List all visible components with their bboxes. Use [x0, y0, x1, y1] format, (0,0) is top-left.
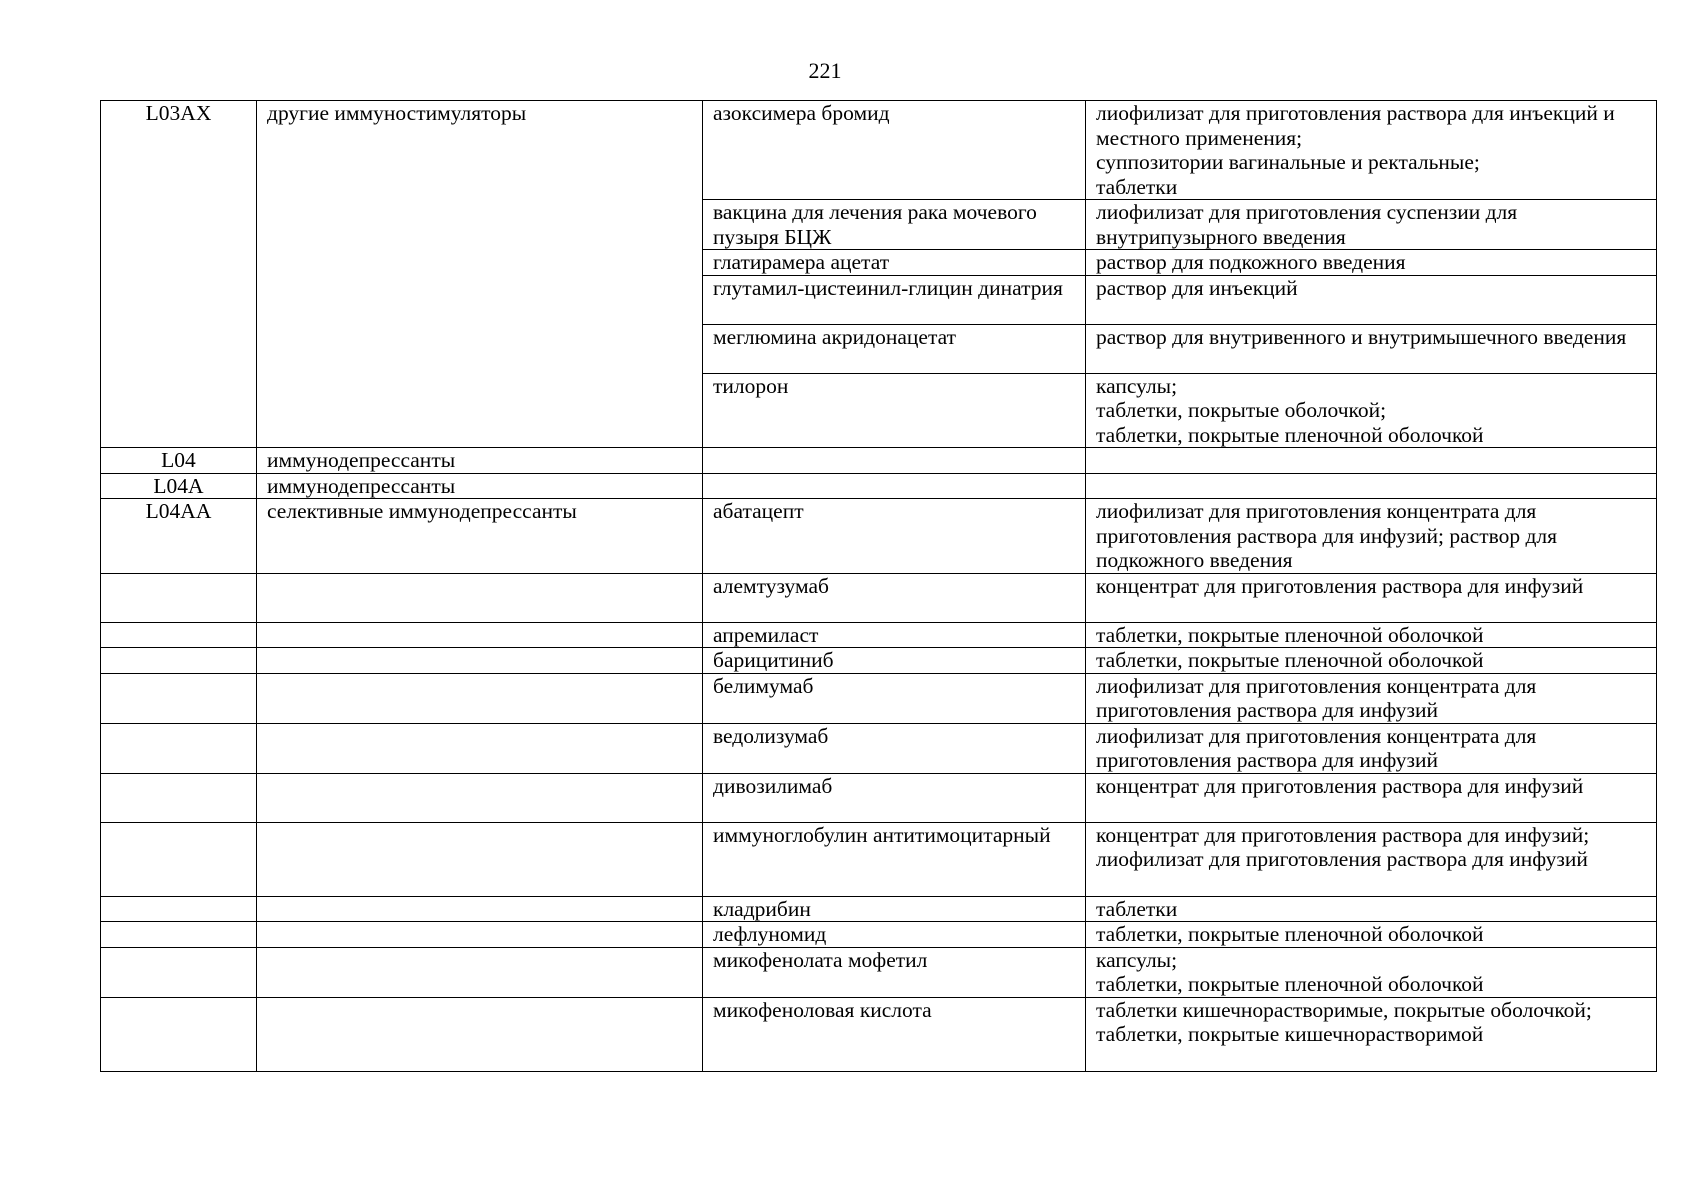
drug-name-cell: глатирамера ацетат: [703, 250, 1086, 276]
dosage-form-cell: лиофилизат для приготовления концентрата для приготовления раствора для инфузий; раствор для подкожного введения: [1086, 499, 1657, 574]
atc-code-cell: [101, 723, 257, 773]
group-name-cell: [257, 997, 703, 1071]
group-name-cell: [257, 573, 703, 622]
table-row: [101, 648, 1657, 674]
dosage-form-cell: таблетки: [1086, 896, 1657, 922]
atc-code-cell: [101, 822, 257, 896]
drug-name-cell: алемтузумаб: [703, 573, 1086, 622]
drug-name-cell: апремиласт: [703, 622, 1086, 648]
atc-code-cell: [101, 573, 257, 622]
drug-name-cell: [703, 448, 1086, 474]
dosage-form-cell: лиофилизат для приготовления суспензии для внутрипузырного введения: [1086, 200, 1657, 250]
dosage-form-cell: [1086, 448, 1657, 474]
group-name-cell: другие иммуностимуляторы: [257, 101, 703, 448]
group-name-cell: [257, 648, 703, 674]
dosage-form-cell: лиофилизат для приготовления раствора для инъекций и местного применения; суппозитории вагинальные и ректальные; таблетки: [1086, 101, 1657, 200]
dosage-form-cell: лиофилизат для приготовления концентрата для приготовления раствора для инфузий: [1086, 723, 1657, 773]
table-row: [101, 101, 1657, 200]
drug-name-cell: барицитиниб: [703, 648, 1086, 674]
dosage-form-cell: лиофилизат для приготовления концентрата для приготовления раствора для инфузий: [1086, 673, 1657, 723]
table-row: [101, 573, 1657, 622]
group-name-cell: иммунодепрессанты: [257, 448, 703, 474]
dosage-form-cell: таблетки, покрытые пленочной оболочкой: [1086, 622, 1657, 648]
group-name-cell: [257, 723, 703, 773]
dosage-form-cell: концентрат для приготовления раствора для инфузий: [1086, 573, 1657, 622]
drug-name-cell: вакцина для лечения рака мочевого пузыря БЦЖ: [703, 200, 1086, 250]
drug-name-cell: [703, 473, 1086, 499]
page-number: 221: [808, 58, 842, 83]
dosage-form-cell: таблетки, покрытые пленочной оболочкой: [1086, 648, 1657, 674]
dosage-form-cell: капсулы; таблетки, покрытые оболочкой; таблетки, покрытые пленочной оболочкой: [1086, 373, 1657, 448]
drug-name-cell: кладрибин: [703, 896, 1086, 922]
table-row: [101, 997, 1657, 1071]
dosage-form-cell: таблетки, покрытые пленочной оболочкой: [1086, 922, 1657, 948]
table-row: [101, 773, 1657, 822]
table-row: [101, 822, 1657, 896]
atc-code-cell: L04A: [101, 473, 257, 499]
dosage-form-cell: капсулы; таблетки, покрытые пленочной оболочкой: [1086, 947, 1657, 997]
drug-name-cell: азоксимера бромид: [703, 101, 1086, 200]
group-name-cell: [257, 896, 703, 922]
atc-code-cell: L03AX: [101, 101, 257, 448]
table-row: [101, 622, 1657, 648]
atc-code-cell: [101, 773, 257, 822]
drug-name-cell: дивозилимаб: [703, 773, 1086, 822]
table-row: [101, 473, 1657, 499]
dosage-form-cell: концентрат для приготовления раствора для инфузий: [1086, 773, 1657, 822]
atc-code-cell: [101, 622, 257, 648]
table-row: [101, 673, 1657, 723]
group-name-cell: селективные иммунодепрессанты: [257, 499, 703, 574]
table-row: [101, 947, 1657, 997]
drug-name-cell: абатацепт: [703, 499, 1086, 574]
dosage-form-cell: раствор для внутривенного и внутримышечного введения: [1086, 324, 1657, 373]
drug-name-cell: иммуноглобулин антитимоцитарный: [703, 822, 1086, 896]
dosage-form-cell: раствор для подкожного введения: [1086, 250, 1657, 276]
dosage-form-cell: концентрат для приготовления раствора для инфузий; лиофилизат для приготовления раствора для инфузий: [1086, 822, 1657, 896]
group-name-cell: [257, 773, 703, 822]
drug-name-cell: микофенолата мофетил: [703, 947, 1086, 997]
drug-name-cell: ведолизумаб: [703, 723, 1086, 773]
dosage-form-cell: [1086, 473, 1657, 499]
atc-code-cell: L04AA: [101, 499, 257, 574]
atc-code-cell: [101, 673, 257, 723]
drug-name-cell: меглюмина акридонацетат: [703, 324, 1086, 373]
drug-name-cell: микофеноловая кислота: [703, 997, 1086, 1071]
group-name-cell: [257, 822, 703, 896]
dosage-form-cell: раствор для инъекций: [1086, 275, 1657, 324]
drug-name-cell: глутамил-цистеинил-глицин динатрия: [703, 275, 1086, 324]
group-name-cell: [257, 947, 703, 997]
table-row: [101, 723, 1657, 773]
group-name-cell: [257, 922, 703, 948]
atc-code-cell: [101, 922, 257, 948]
table-row: [101, 922, 1657, 948]
drug-table: [100, 100, 1657, 1072]
atc-code-cell: [101, 648, 257, 674]
atc-code-cell: [101, 997, 257, 1071]
group-name-cell: [257, 622, 703, 648]
drug-name-cell: белимумаб: [703, 673, 1086, 723]
atc-code-cell: [101, 896, 257, 922]
table-row: [101, 448, 1657, 474]
atc-code-cell: L04: [101, 448, 257, 474]
drug-name-cell: лефлуномид: [703, 922, 1086, 948]
atc-code-cell: [101, 947, 257, 997]
table-row: [101, 896, 1657, 922]
group-name-cell: [257, 673, 703, 723]
dosage-form-cell: таблетки кишечнорастворимые, покрытые оболочкой; таблетки, покрытые кишечнорастворимой: [1086, 997, 1657, 1071]
group-name-cell: иммунодепрессанты: [257, 473, 703, 499]
drug-name-cell: тилорон: [703, 373, 1086, 448]
table-row: [101, 499, 1657, 574]
